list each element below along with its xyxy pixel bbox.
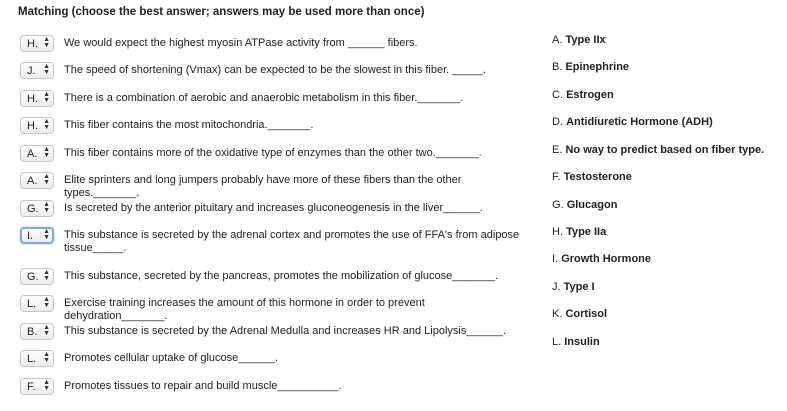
selected-value: A.: [27, 175, 38, 187]
answer-option: [552, 144, 764, 156]
selected-value: L.: [27, 353, 37, 365]
option-label: Antidiuretic Hormone (ADH): [566, 116, 713, 128]
option-label: Type I: [563, 281, 595, 293]
option-label: Cortisol: [565, 308, 608, 320]
answer-select[interactable]: [20, 350, 54, 367]
answer-option: [552, 116, 713, 128]
answer-option: [552, 336, 600, 348]
answer-option: [552, 281, 595, 293]
page-title: Matching (choose the best answer; answers may be used more than once): [18, 6, 425, 18]
question-text: We would expect the highest myosin ATPase activity from ______ fibers.: [64, 37, 418, 49]
updown-arrows-icon: ▲ ▼: [43, 269, 50, 282]
selected-value: L.: [27, 298, 37, 310]
option-label: Testosterone: [563, 171, 632, 183]
updown-arrows-icon: ▲ ▼: [43, 146, 50, 159]
option-label: Epinephrine: [565, 61, 630, 73]
selected-value: G.: [27, 271, 39, 283]
question-text: Is secreted by the anterior pituitary and increases gluconeogenesis in the liver______.: [64, 202, 483, 214]
question-text: This substance, secreted by the pancreas, promotes the mobilization of glucose_______.: [64, 270, 499, 282]
option-letter: A.: [552, 34, 563, 46]
selected-value: F.: [27, 381, 36, 393]
answer-option: [552, 34, 606, 46]
updown-arrows-icon: ▲ ▼: [43, 351, 50, 364]
answer-select[interactable]: [20, 295, 54, 312]
updown-arrows-icon: ▲ ▼: [43, 379, 50, 392]
selected-value: I.: [27, 230, 34, 242]
answer-select[interactable]: [20, 268, 54, 285]
answer-select[interactable]: [20, 145, 54, 162]
option-label: Type IIa: [566, 226, 607, 238]
answer-select[interactable]: [20, 200, 54, 217]
question-text: Elite sprinters and long jumpers probably have more of these fibers than the other types._______.: [64, 174, 462, 199]
option-letter: D.: [552, 116, 563, 128]
selected-value: H.: [27, 38, 38, 50]
answer-select[interactable]: [20, 323, 54, 340]
question-text: This fiber contains the most mitochondria._______.: [64, 119, 314, 131]
answer-select-focused[interactable]: [20, 227, 54, 244]
selected-value: H.: [27, 93, 38, 105]
answer-select[interactable]: [20, 172, 54, 189]
question-text: Exercise training increases the amount of this hormone in order to prevent dehydration_______.: [64, 297, 425, 322]
question-text: Promotes cellular uptake of glucose______.: [64, 352, 279, 364]
selected-value: H.: [27, 120, 38, 132]
option-letter: J.: [552, 281, 561, 293]
question-text: This fiber contains more of the oxidative type of enzymes than the other two._______.: [64, 147, 482, 159]
option-letter: B.: [552, 61, 563, 73]
question-text: Promotes tissues to repair and build muscle__________.: [64, 380, 342, 392]
question-text: This substance is secreted by the adrenal cortex and promotes the use of FFA's from adipose tissue_____.: [64, 229, 520, 254]
answer-select[interactable]: [20, 378, 54, 395]
updown-arrows-icon: ▲ ▼: [43, 228, 50, 241]
option-label: Estrogen: [566, 89, 614, 101]
answer-option: [552, 199, 617, 211]
answer-option: [552, 61, 629, 73]
answer-option: [552, 253, 651, 265]
selected-value: G.: [27, 203, 39, 215]
option-letter: G.: [552, 199, 564, 211]
updown-arrows-icon: ▲ ▼: [43, 324, 50, 337]
selected-value: A.: [27, 148, 38, 160]
question-text: The speed of shortening (Vmax) can be expected to be the slowest in this fiber. _____.: [64, 64, 486, 76]
option-letter: C.: [552, 89, 563, 101]
answer-select[interactable]: [20, 62, 54, 79]
updown-arrows-icon: ▲ ▼: [43, 173, 50, 186]
updown-arrows-icon: ▲ ▼: [43, 91, 50, 104]
option-letter: I.: [552, 253, 559, 265]
answer-select[interactable]: [20, 35, 54, 52]
option-letter: E.: [552, 144, 563, 156]
option-letter: H.: [552, 226, 563, 238]
option-label: Growth Hormone: [561, 253, 652, 265]
updown-arrows-icon: ▲ ▼: [43, 201, 50, 214]
option-label: No way to predict based on fiber type.: [565, 144, 765, 156]
option-letter: F.: [552, 171, 561, 183]
answer-option: [552, 308, 607, 320]
option-label: Type IIx: [565, 34, 606, 46]
question-text: This substance is secreted by the Adrenal Medulla and increases HR and Lipolysis______.: [64, 325, 507, 337]
answer-select[interactable]: [20, 117, 54, 134]
question-text: There is a combination of aerobic and anaerobic metabolism in this fiber._______.: [64, 92, 464, 104]
answer-option: [552, 89, 614, 101]
updown-arrows-icon: ▲ ▼: [43, 63, 50, 76]
option-letter: K.: [552, 308, 563, 320]
answer-select[interactable]: [20, 90, 54, 107]
updown-arrows-icon: ▲ ▼: [43, 296, 50, 309]
option-label: Glucagon: [566, 199, 618, 211]
selected-value: J.: [27, 65, 36, 77]
answer-option: [552, 226, 606, 238]
updown-arrows-icon: ▲ ▼: [43, 36, 50, 49]
option-letter: L.: [552, 336, 562, 348]
selected-value: B.: [27, 326, 38, 338]
option-label: Insulin: [564, 336, 600, 348]
updown-arrows-icon: ▲ ▼: [43, 118, 50, 131]
answer-option: [552, 171, 632, 183]
